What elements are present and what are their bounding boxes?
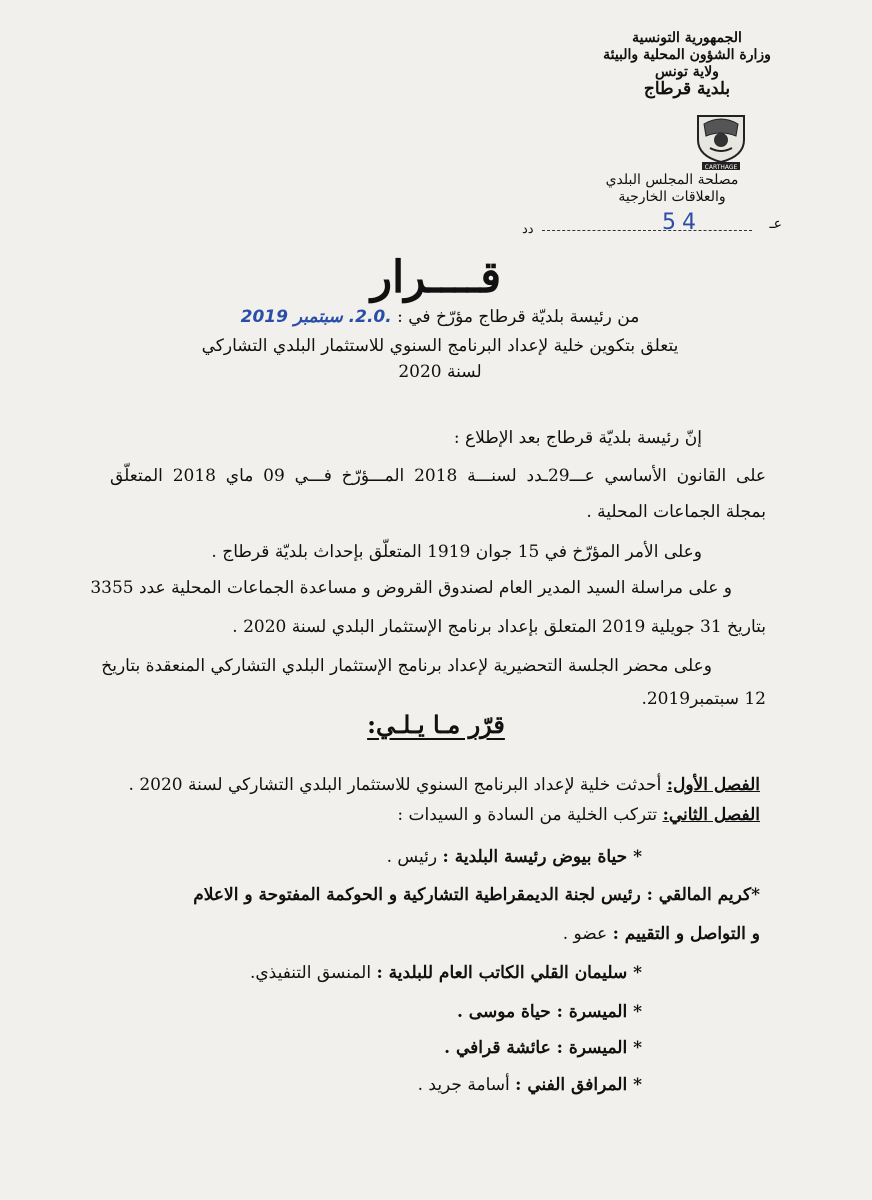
preamble-p1-line2: بمجلة الجماعات المحلية . [586,502,766,522]
service-name [572,172,772,206]
member-6 [418,1075,642,1095]
number-suffix: دد [522,222,534,237]
member-1-role: رئيس . [386,847,443,867]
member-2-cont [563,924,760,944]
preamble-p3-line1: و على مراسلة السيد المدير العام لصندوق القروض و مساعدة الجماعات المحلية عدد 3355 [90,578,732,598]
member-2-name: *كريم المالقي : رئيس لجنة الديمقراطية التشاركية و الحوكمة المفتوحة و الاعلام [193,885,760,905]
service-line-1: مصلحة المجلس البلدي [605,172,739,188]
handwritten-date: .2.0. سبتمبر 2019 [240,307,392,327]
issuer-date-line [80,307,800,327]
article-1-text: أحدثت خلية لإعداد البرنامج السنوي للاستثمار البلدي التشاركي لسنة 2020 . [128,775,667,795]
article-2-text: تتركب الخلية من السادة و السيدات : [397,805,663,825]
ministry-name: وزارة الشؤون المحلية والبيئة [603,47,771,63]
municipality-emblem-icon [688,110,754,172]
member-5-name: * الميسرة : عائشة قرافي . [444,1038,642,1058]
number-value: 54 [662,210,702,235]
preamble-intro: إنّ رئيسة بلديّة قرطاج بعد الإطلاع : [453,428,702,448]
republic-name: الجمهورية التونسية [632,30,742,46]
member-3-role: المنسق التنفيذي. [249,963,377,983]
governorate-name: ولاية تونس [655,64,719,80]
issuer-text: من رئيسة بلديّة قرطاج مؤرّخ في : [397,307,640,327]
member-5 [444,1038,642,1058]
service-line-2: والعلاقات الخارجية [618,189,726,205]
member-1 [387,847,642,867]
member-2-role: عضو . [562,924,613,944]
member-4 [457,1002,642,1022]
member-3-name: * سليمان القلي الكاتب العام للبلدية : [376,963,642,983]
member-1-name: * حياة بيوض رئيسة البلدية : [442,847,642,867]
member-2 [193,885,760,905]
preamble-p4-line1: وعلى محضر الجلسة التحضيرية لإعداد برنامج الإستثمار البلدي التشاركي المنعقدة بتاريخ [101,656,712,676]
article-1 [129,775,761,795]
number-prefix: عـ [769,216,782,232]
preamble-p4-line2: 12 سبتمبر2019. [641,689,766,709]
document-title: قــــرار [370,252,502,303]
article-1-label: الفصل الأول: [666,775,760,795]
member-3 [250,963,642,983]
number-dotted-line [542,230,752,231]
article-2-label: الفصل الثاني: [662,805,760,825]
municipality-name: بلدية قرطاج [643,79,731,99]
member-6-role: أسامة جريد . [417,1075,516,1095]
member-6-name: * المرافق الفني : [515,1075,642,1095]
decision-heading [0,710,872,739]
preamble-p2: وعلى الأمر المؤرّخ في 15 جوان 1919 المتعلّق بإحداث بلديّة قرطاج . [211,542,702,562]
emblem-label: CARTHAGE [704,164,738,171]
member-2-cont-name: و التواصل و التقييم : [612,924,760,944]
preamble-p1-line1: على القانون الأساسي عـــ29ـدد لسنـــة 2018 المـــؤرّخ فـــي 09 ماي 2018 المتعلّق [110,466,767,486]
member-4-name: * الميسرة : حياة موسى . [456,1002,642,1022]
issuer-header [562,30,812,98]
preamble-p3-line2: بتاريخ 31 جويلية 2019 المتعلق بإعداد برنامج الإستثمار البلدي لسنة 2020 . [232,617,766,637]
subject-line-2: لسنة 2020 [398,362,482,382]
decree-number [522,212,782,238]
article-2 [397,805,760,825]
decision-heading-text: قرّر مـا يـلـي: [367,710,505,739]
subject-line-1: يتعلق بتكوين خلية لإعداد البرنامج السنوي للاستثمار البلدي التشاركي [201,336,679,356]
